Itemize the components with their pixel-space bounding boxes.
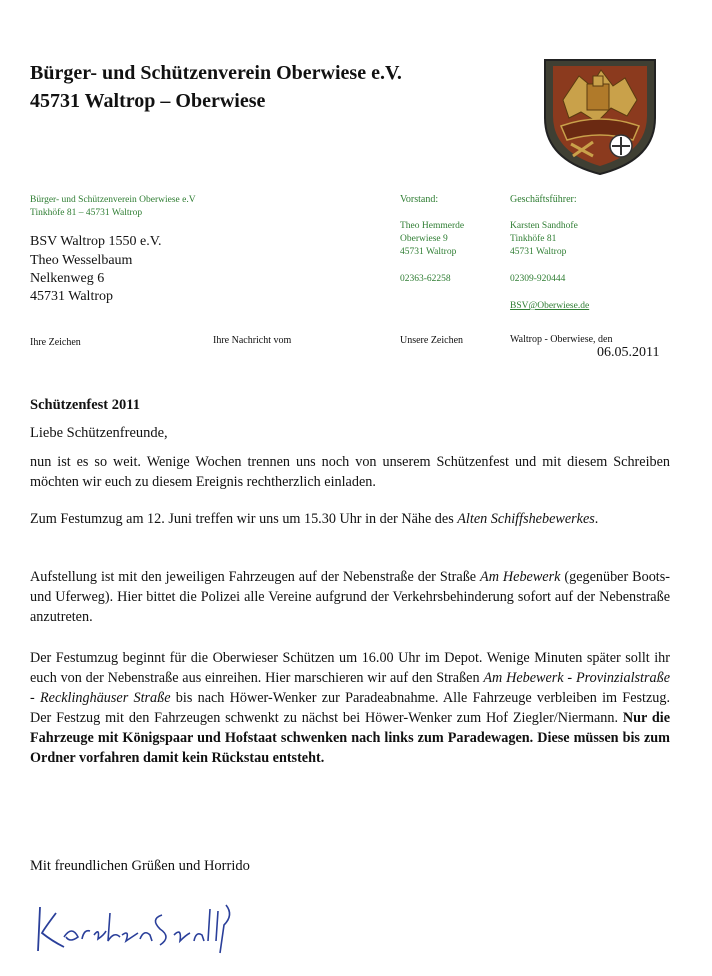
paragraph-4 bbox=[30, 648, 670, 768]
board-city: 45731 Waltrop bbox=[400, 247, 457, 257]
manager-street: Tinkhöfe 81 bbox=[510, 234, 557, 244]
manager-phone: 02309-920444 bbox=[510, 274, 566, 284]
paragraph-1-text: nun ist es so weit. Wenige Wochen trennen uns noch von unserem Schützenfest und mit diesem Schreiben möchten wir euch zu diesem Ereignis rechtherzlich einladen. bbox=[30, 454, 670, 490]
ref-place-date-label: Waltrop - Oberwiese, den bbox=[510, 334, 613, 345]
p2-place: Alten Schiffshebewerkes bbox=[457, 511, 595, 527]
signature-graphic bbox=[34, 895, 244, 955]
p2-end: . bbox=[594, 511, 599, 527]
p3-rest: (gegenüber Boots- und Uferweg). Hier bittet die Polizei alle Vereine aufgrund der Verkehrsbehinderung sofort auf der Nebenstraße anzutreten. bbox=[30, 569, 670, 625]
p4-middle: bis nach Höwer-Wenker zur Paradeabnahme. Alle Fahrzeuge verbleiben im Festzug. Der Festzug mit den Fahrzeugen schwenkt zu nächst bei Höwer-Wenker zum Hof Ziegler/Niermann. bbox=[30, 690, 670, 726]
manager-label: Geschäftsführer: bbox=[510, 194, 577, 205]
manager-name: Karsten Sandhofe bbox=[510, 221, 578, 231]
sender-line-2: Tinkhöfe 81 – 45731 Waltrop bbox=[30, 208, 143, 218]
manager-city: 45731 Waltrop bbox=[510, 247, 567, 257]
p4-text: Der Festumzug beginnt für die Oberwieser Schützen um 16.00 Uhr im Depot. Wenige Minuten später sollt ihr euch von der Nebenstraße aus einreihen. Hier marschieren wir auf den Straßen bbox=[30, 650, 670, 686]
board-label: Vorstand: bbox=[400, 194, 439, 205]
recipient-line-2: Theo Wesselbaum bbox=[30, 253, 133, 268]
letter-date: 06.05.2011 bbox=[597, 345, 660, 360]
recipient-line-3: Nelkenweg 6 bbox=[30, 271, 105, 286]
ref-unsere-zeichen: Unsere Zeichen bbox=[400, 335, 464, 346]
p4-bold: Nur die Fahrzeuge mit Königspaar und Hofstaat schwenken nach links zum Paradewagen. Diese müssen bis zum Ordner vorfahren damit kein Rückstau entsteht. bbox=[30, 710, 670, 766]
board-name: Theo Hemmerde bbox=[400, 221, 465, 231]
signature bbox=[34, 895, 244, 955]
p4-route: Am Hebewerk - Provinzialstraße - Recklinghäuser Straße bbox=[30, 670, 670, 706]
letter-subject: Schützenfest 2011 bbox=[30, 397, 140, 413]
board-phone: 02363-62258 bbox=[400, 274, 451, 284]
p3-street: Am Hebewerk bbox=[480, 569, 561, 585]
club-name: Bürger- und Schützenverein Oberwiese e.V. bbox=[30, 62, 402, 84]
manager-email-link[interactable]: BSV@Oberwiese.de bbox=[510, 301, 590, 311]
paragraph-3 bbox=[30, 567, 670, 627]
paragraph-1 bbox=[30, 452, 670, 492]
p2-text: Zum Festumzug am 12. Juni treffen wir uns um 15.30 Uhr in der Nähe des bbox=[30, 511, 458, 527]
board-street: Oberwiese 9 bbox=[400, 234, 448, 244]
paragraph-2 bbox=[30, 509, 670, 529]
club-city: 45731 Waltrop – Oberwiese bbox=[30, 90, 266, 112]
recipient-line-4: 45731 Waltrop bbox=[30, 289, 113, 304]
letter-closing: Mit freundlichen Grüßen und Horrido bbox=[30, 858, 250, 874]
letter-salutation: Liebe Schützenfreunde, bbox=[30, 425, 168, 441]
ref-ihre-nachricht: Ihre Nachricht vom bbox=[213, 335, 292, 346]
recipient-line-1: BSV Waltrop 1550 e.V. bbox=[30, 234, 162, 249]
sender-line-1: Bürger- und Schützenverein Oberwiese e.V bbox=[30, 195, 196, 205]
p3-text: Aufstellung ist mit den jeweiligen Fahrzeugen auf der Nebenstraße der Straße bbox=[30, 569, 481, 585]
crest-icon bbox=[541, 56, 659, 176]
ref-ihre-zeichen: Ihre Zeichen bbox=[30, 337, 81, 348]
